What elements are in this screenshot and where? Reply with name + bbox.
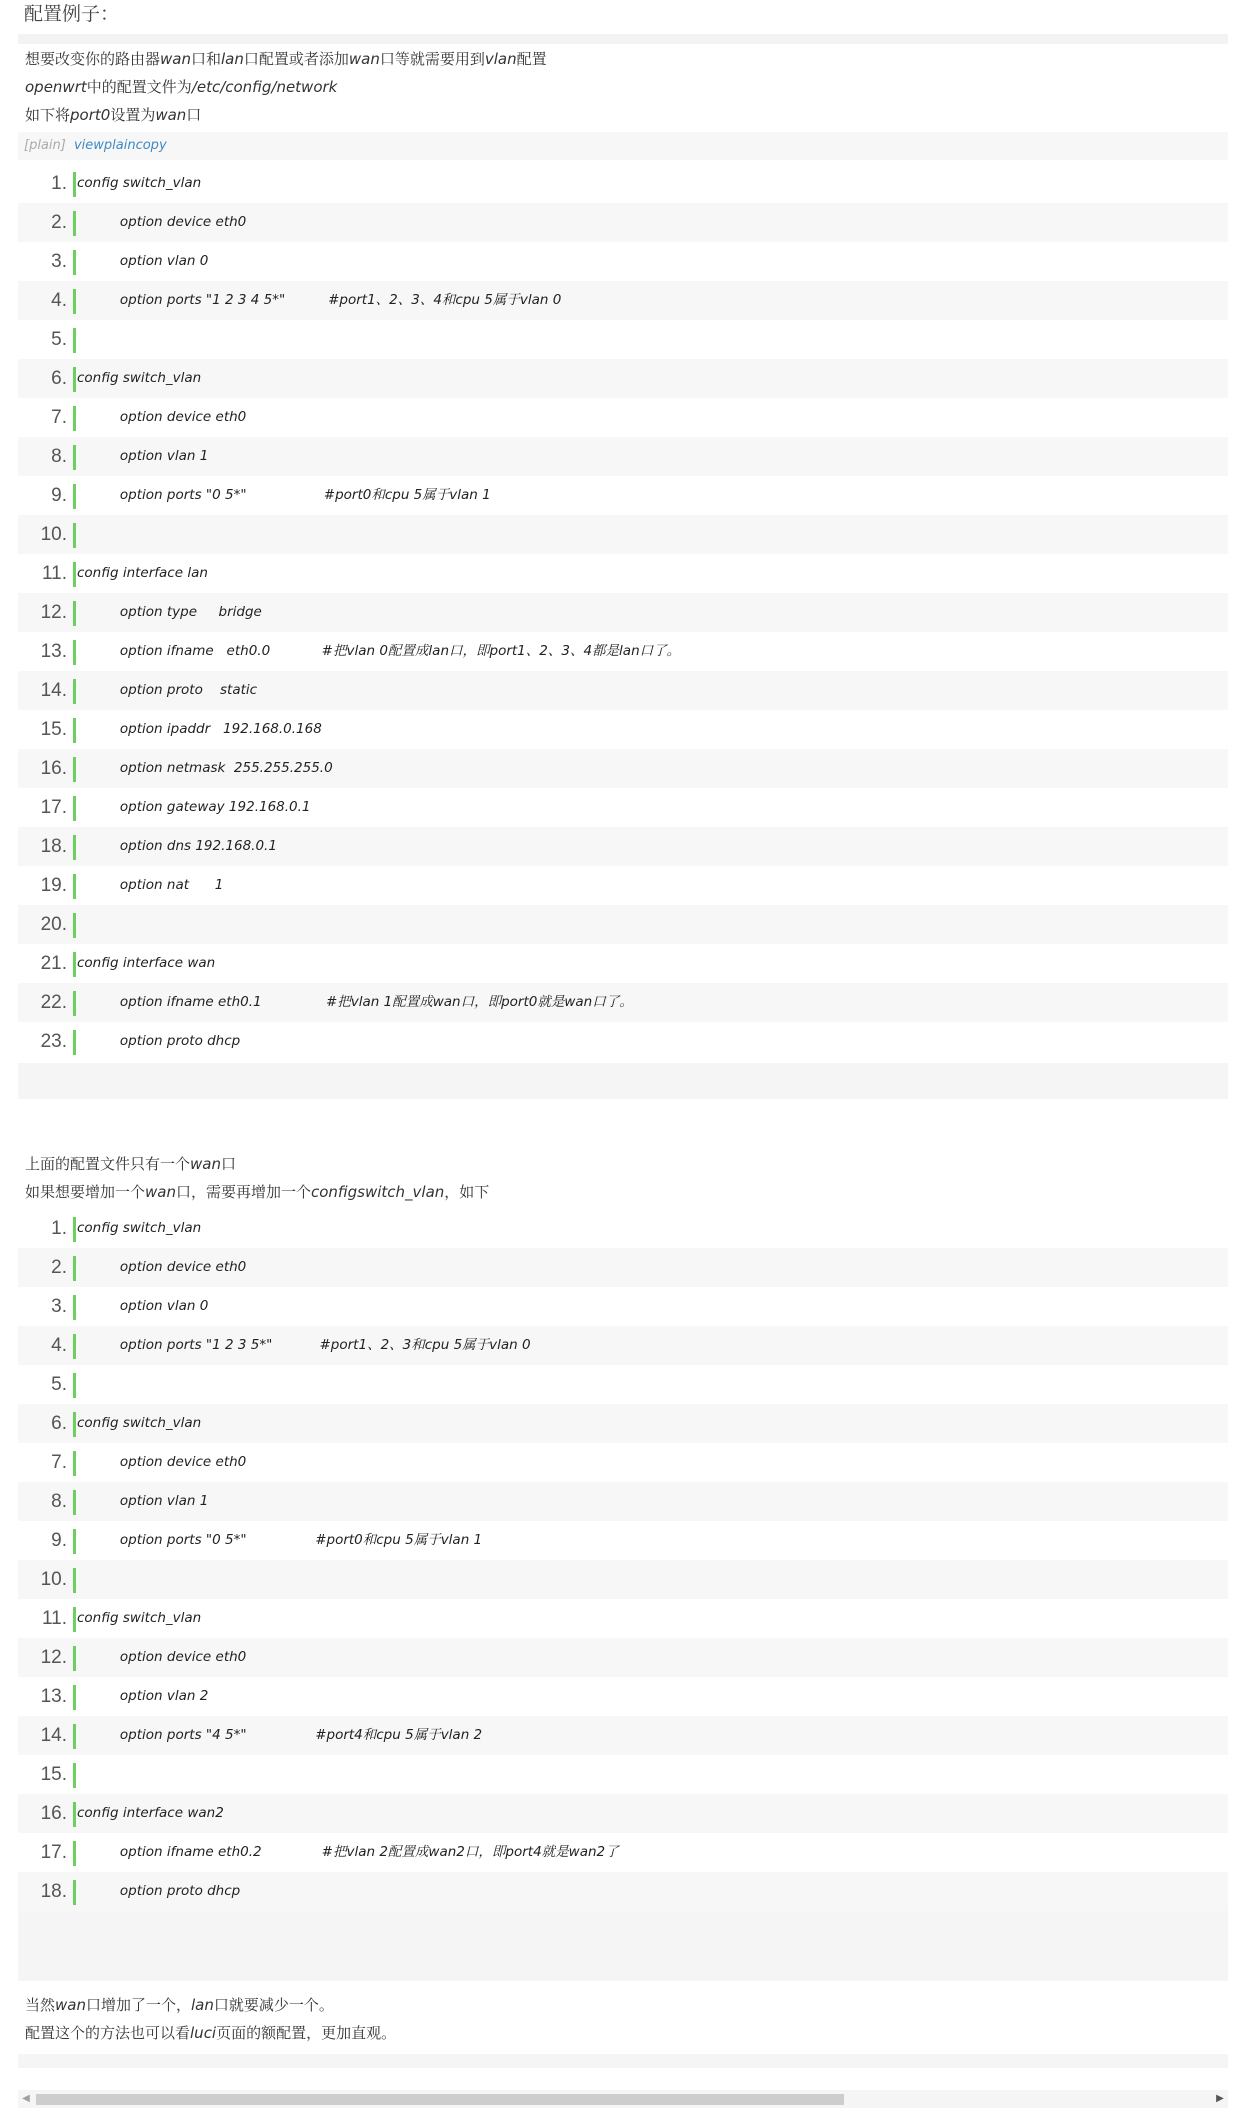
outro-line-2: [25, 2022, 396, 2044]
line-number: 8.: [51, 446, 67, 467]
code-text: config switch_vlan: [77, 1610, 202, 1626]
code-line: [18, 827, 1228, 866]
line-gutter-marker: [73, 445, 76, 470]
text-segment: 口和: [190, 50, 221, 68]
code-text: option proto static: [77, 682, 258, 698]
text-segment: 页面的额配置，更加直观。: [216, 2024, 397, 2042]
line-number: 13.: [40, 1686, 67, 1707]
code-text: option type bridge: [77, 604, 262, 620]
line-number: 6.: [51, 368, 67, 389]
line-number: 17.: [40, 797, 67, 818]
code-line: [18, 1833, 1228, 1872]
code-line: [18, 1716, 1228, 1755]
text-segment: 口: [220, 1155, 236, 1173]
code-line: [18, 398, 1228, 437]
line-gutter-marker: [73, 913, 76, 938]
code-line: [18, 944, 1228, 983]
code-text: option ifname eth0.2 #把vlan 2配置成wan2口，即port4就是wan2了: [77, 1844, 619, 1860]
line-number: 14.: [40, 1725, 67, 1746]
bottom-band: [18, 2054, 1228, 2068]
intro-line-2: [25, 76, 337, 98]
text-segment: 当然: [25, 1996, 56, 2014]
line-gutter-marker: [73, 1607, 76, 1632]
code-line: [18, 1404, 1228, 1443]
code-language-label: [plain]: [24, 138, 66, 153]
text-segment: wan: [155, 106, 187, 124]
text-segment: configswitch_vlan: [311, 1183, 445, 1201]
line-gutter-marker: [73, 757, 76, 782]
line-gutter-marker: [73, 1763, 76, 1788]
code-text: option ports "4 5*" #port4和cpu 5属于vlan 2: [77, 1727, 483, 1743]
line-gutter-marker: [73, 796, 76, 821]
line-number: 3.: [51, 1296, 67, 1317]
code-line: [18, 593, 1228, 632]
scrollbar-thumb[interactable]: [36, 2094, 844, 2105]
text-segment: 想要改变你的路由器: [25, 50, 161, 68]
code-block-1: [18, 164, 1228, 1061]
code-line: [18, 788, 1228, 827]
view-plain-copy-link[interactable]: viewplaincopy: [73, 138, 167, 153]
code-text: option proto dhcp: [77, 1883, 241, 1899]
line-number: 4.: [51, 1335, 67, 1356]
code-text: option ifname eth0.1 #把vlan 1配置成wan口，即port0就是wan口了。: [77, 994, 633, 1010]
text-segment: 口就要减少一个。: [213, 1996, 334, 2014]
line-gutter-marker: [73, 1646, 76, 1671]
code-line: [18, 1326, 1228, 1365]
code-text: config switch_vlan: [77, 175, 202, 191]
line-number: 3.: [51, 251, 67, 272]
code-line: [18, 281, 1228, 320]
code-line: [18, 671, 1228, 710]
code-text: option vlan 2: [77, 1688, 209, 1704]
line-gutter-marker: [73, 1295, 76, 1320]
line-number: 12.: [40, 602, 67, 623]
line-gutter-marker: [73, 640, 76, 665]
line-gutter-marker: [73, 1334, 76, 1359]
text-segment: 中的配置文件为: [86, 78, 192, 96]
line-gutter-marker: [73, 1451, 76, 1476]
code-line: [18, 203, 1228, 242]
line-gutter-marker: [73, 1841, 76, 1866]
text-segment: 配置这个的方法也可以看: [25, 2024, 191, 2042]
line-gutter-marker: [73, 718, 76, 743]
code-line: [18, 1482, 1228, 1521]
code-text: config interface wan2: [77, 1805, 224, 1821]
line-gutter-marker: [73, 952, 76, 977]
text-segment: 如下将: [25, 106, 71, 124]
line-number: 15.: [40, 719, 67, 740]
code-line: [18, 554, 1228, 593]
heading-divider: [18, 34, 1228, 44]
line-gutter-marker: [73, 406, 76, 431]
line-number: 1.: [51, 1218, 67, 1239]
text-segment: 如果想要增加一个: [25, 1183, 146, 1201]
code-line: [18, 905, 1228, 944]
line-gutter-marker: [73, 874, 76, 899]
line-number: 9.: [51, 1530, 67, 1551]
text-segment: wan: [145, 1183, 176, 1201]
text-segment: 口，需要再增加一个: [175, 1183, 311, 1201]
line-gutter-marker: [73, 1685, 76, 1710]
line-gutter-marker: [73, 367, 76, 392]
code-line: [18, 710, 1228, 749]
code-text: option nat 1: [77, 877, 224, 893]
code-text: config switch_vlan: [77, 1220, 202, 1236]
line-number: 16.: [40, 758, 67, 779]
line-gutter-marker: [73, 601, 76, 626]
code-text: config interface wan: [77, 955, 216, 971]
line-gutter-marker: [73, 1256, 76, 1281]
line-number: 10.: [40, 1569, 67, 1590]
text-segment: 口: [186, 106, 202, 124]
line-number: 1.: [51, 173, 67, 194]
line-number: 17.: [40, 1842, 67, 1863]
code-text: config switch_vlan: [77, 370, 202, 386]
line-number: 9.: [51, 485, 67, 506]
code-line: [18, 1443, 1228, 1482]
code-text: option vlan 0: [77, 253, 209, 269]
line-number: 8.: [51, 1491, 67, 1512]
code-line: [18, 437, 1228, 476]
text-segment: wan: [55, 1996, 86, 2014]
line-number: 23.: [40, 1031, 67, 1052]
code-line: [18, 476, 1228, 515]
code-line: [18, 1521, 1228, 1560]
code-line: [18, 164, 1228, 203]
text-segment: lan: [221, 50, 244, 68]
code-text: option ports "0 5*" #port0和cpu 5属于vlan 1: [77, 487, 491, 503]
code-text: option proto dhcp: [77, 1033, 241, 1049]
line-number: 14.: [40, 680, 67, 701]
code-text: option device eth0: [77, 1649, 247, 1665]
line-gutter-marker: [73, 1802, 76, 1827]
line-number: 21.: [40, 953, 67, 974]
code-line: [18, 1638, 1228, 1677]
code-line: [18, 866, 1228, 905]
code-toolbar: [18, 132, 1228, 160]
text-segment: 上面的配置文件只有一个: [25, 1155, 191, 1173]
code-line: [18, 1022, 1228, 1061]
text-segment: lan: [191, 1996, 214, 2014]
text-segment: 口增加了一个，: [85, 1996, 191, 2014]
line-number: 6.: [51, 1413, 67, 1434]
line-gutter-marker: [73, 211, 76, 236]
line-gutter-marker: [73, 1030, 76, 1055]
code-block-2: [18, 1209, 1228, 1911]
line-number: 7.: [51, 1452, 67, 1473]
code-line: [18, 1209, 1228, 1248]
line-gutter-marker: [73, 523, 76, 548]
section-heading: 配置例子：: [24, 3, 120, 25]
code-line: [18, 359, 1228, 398]
line-gutter-marker: [73, 679, 76, 704]
text-segment: luci: [190, 2024, 217, 2042]
line-gutter-marker: [73, 1724, 76, 1749]
line-number: 5.: [51, 329, 67, 350]
outro-line-1: [25, 1994, 334, 2016]
text-segment: 口配置或者添加: [243, 50, 349, 68]
line-gutter-marker: [73, 250, 76, 275]
line-gutter-marker: [73, 991, 76, 1016]
line-number: 22.: [40, 992, 67, 1013]
line-number: 18.: [40, 1881, 67, 1902]
line-number: 13.: [40, 641, 67, 662]
line-gutter-marker: [73, 289, 76, 314]
line-gutter-marker: [73, 562, 76, 587]
line-gutter-marker: [73, 1217, 76, 1242]
line-number: 10.: [40, 524, 67, 545]
line-number: 2.: [51, 1257, 67, 1278]
code-text: option netmask 255.255.255.0: [77, 760, 333, 776]
code-line: [18, 1365, 1228, 1404]
code-block-2-footer: [18, 1911, 1228, 1981]
code-text: option ifname eth0.0 #把vlan 0配置成lan口，即port1、2、3、4都是lan口了。: [77, 643, 681, 659]
code-text: option ports "1 2 3 5*" #port1、2、3和cpu 5属于vlan 0: [77, 1337, 531, 1353]
text-segment: vlan: [484, 50, 517, 68]
intro-line-3: [25, 104, 201, 126]
code-text: option dns 192.168.0.1: [77, 838, 277, 854]
text-segment: 设置为: [110, 106, 156, 124]
code-line: [18, 749, 1228, 788]
code-text: option ports "0 5*" #port0和cpu 5属于vlan 1: [77, 1532, 483, 1548]
text-segment: wan: [190, 1155, 221, 1173]
article-content: [18, 48, 1228, 2068]
text-segment: wan: [160, 50, 191, 68]
code-text: option vlan 1: [77, 1493, 209, 1509]
code-line: [18, 983, 1228, 1022]
scroll-right-arrow-icon[interactable]: ▶: [1216, 2093, 1224, 2104]
horizontal-scrollbar[interactable]: [18, 2090, 1228, 2108]
text-segment: port0: [70, 106, 111, 124]
code-line: [18, 1248, 1228, 1287]
code-text: option gateway 192.168.0.1: [77, 799, 311, 815]
line-number: 11.: [41, 1608, 67, 1629]
line-number: 4.: [51, 290, 67, 311]
code-line: [18, 1677, 1228, 1716]
line-gutter-marker: [73, 1568, 76, 1593]
code-line: [18, 515, 1228, 554]
code-text: option ports "1 2 3 4 5*" #port1、2、3、4和cpu 5属于vlan 0: [77, 292, 562, 308]
line-gutter-marker: [73, 1529, 76, 1554]
text-segment: 配置: [516, 50, 547, 68]
text-segment: 口等就需要用到: [379, 50, 485, 68]
line-gutter-marker: [73, 1373, 76, 1398]
text-segment: wan: [348, 50, 380, 68]
code-text: option device eth0: [77, 1259, 247, 1275]
code-line: [18, 242, 1228, 281]
code-text: option ipaddr 192.168.0.168: [77, 721, 322, 737]
line-number: 18.: [40, 836, 67, 857]
code-text: option vlan 1: [77, 448, 209, 464]
line-gutter-marker: [73, 1490, 76, 1515]
line-gutter-marker: [73, 1412, 76, 1437]
text-segment: ，如下: [444, 1183, 490, 1201]
line-number: 5.: [51, 1374, 67, 1395]
code-line: [18, 1872, 1228, 1911]
line-number: 16.: [40, 1803, 67, 1824]
line-number: 19.: [40, 875, 67, 896]
line-gutter-marker: [73, 172, 76, 197]
line-gutter-marker: [73, 328, 76, 353]
code-line: [18, 1599, 1228, 1638]
scroll-left-arrow-icon[interactable]: ◀: [22, 2093, 30, 2104]
middle-line-1: [25, 1153, 236, 1175]
code-line: [18, 1794, 1228, 1833]
line-number: 15.: [40, 1764, 67, 1785]
line-number: 7.: [51, 407, 67, 428]
code-line: [18, 1755, 1228, 1794]
code-block-1-footer: [18, 1063, 1228, 1099]
code-text: config interface lan: [77, 565, 208, 581]
code-text: option device eth0: [77, 1454, 247, 1470]
code-line: [18, 1560, 1228, 1599]
line-number: 11.: [41, 563, 67, 584]
line-gutter-marker: [73, 835, 76, 860]
text-segment: /etc/config/network: [191, 78, 338, 96]
code-line: [18, 320, 1228, 359]
line-number: 12.: [40, 1647, 67, 1668]
line-gutter-marker: [73, 484, 76, 509]
code-line: [18, 632, 1228, 671]
code-text: option device eth0: [77, 214, 247, 230]
code-text: config switch_vlan: [77, 1415, 202, 1431]
middle-line-2: [25, 1181, 489, 1203]
text-segment: openwrt: [25, 78, 87, 96]
line-number: 20.: [40, 914, 67, 935]
code-text: option device eth0: [77, 409, 247, 425]
intro-line-1: [25, 48, 547, 70]
code-text: option vlan 0: [77, 1298, 209, 1314]
code-line: [18, 1287, 1228, 1326]
line-number: 2.: [51, 212, 67, 233]
line-gutter-marker: [73, 1880, 76, 1905]
